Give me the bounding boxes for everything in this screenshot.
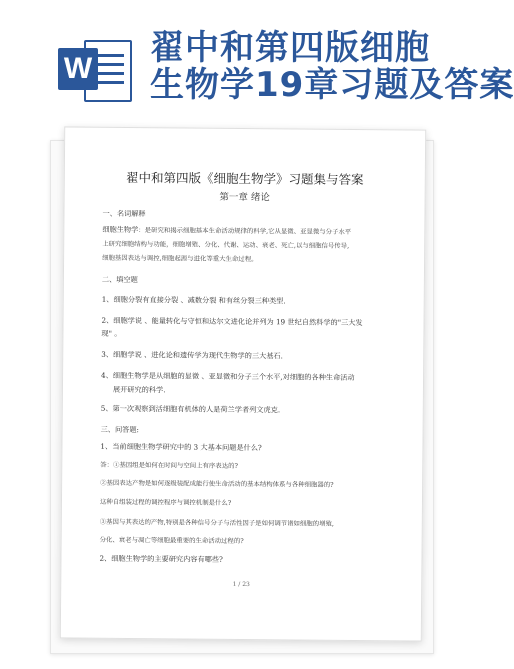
answer-line: ③基因与其表达的产物,特别是各种信号分子与活性因子是如何调节诸如细胞的增殖,: [99, 517, 334, 528]
fill-item: 4、细胞生物学是从细胞的显微 、亚显微和分子三个水平,对细胞的各种生命活动: [101, 370, 355, 382]
answer-line: 这种自组装过程的调控程序与调控机制是什么?: [99, 497, 232, 507]
header-title-line2: 生物学19章习题及答案: [150, 65, 514, 105]
definition-line: 上研究细胞结构与功能，细胞增殖、分化、代谢、运动、衰老、死亡,以与细胞信号传导,: [102, 239, 350, 250]
fill-item: 5、第一次观察到活细胞有机体的人是荷兰学者列文虎克.: [100, 403, 281, 415]
chapter-heading: 第一章 绪论: [219, 191, 270, 204]
header-title-line1: 翟中和第四版细胞: [150, 28, 430, 68]
section-heading-qa: 三、问答题:: [100, 424, 140, 435]
definition-term: 细胞生物学: [102, 224, 139, 235]
word-icon: [58, 36, 132, 102]
fill-item: 1、细胞分裂有直接分裂 、减数分裂 和有丝分裂三种类型.: [101, 294, 286, 306]
fill-item: 3、细胞学说 、进化论和遗传学为现代生物学的三大基石.: [101, 349, 283, 361]
question: 2、细胞生物学的主要研究内容有哪些?: [99, 553, 223, 564]
header-banner: [0, 0, 514, 118]
section-heading-fill: 二、填空题: [101, 274, 138, 285]
question: 1、当前细胞生物学研究中的 3 大基本问题是什么?: [100, 441, 262, 453]
fill-item: 现" 。: [101, 328, 122, 338]
header-title: [150, 28, 514, 105]
word-letter-badge: W: [58, 48, 98, 90]
fill-item: 展开研究的科学.: [112, 384, 166, 395]
definition-line: 细胞基因表达与调控,细胞起源与进化等重大生命过程。: [102, 253, 258, 264]
answer-line: 答：①基因组是如何在时间与空间上有序表达的?: [100, 460, 238, 470]
section-heading-definitions: 一、名词解释: [102, 208, 146, 219]
page-number: 1 / 23: [232, 580, 250, 589]
document-page: [60, 126, 426, 641]
definition-text: ：是研究和揭示细胞基本生命活动规律的科学,它从显微、亚显微与分子水平: [138, 226, 352, 236]
definition-line: [102, 224, 351, 238]
document-title: 翟中和第四版《细胞生物学》习题集与答案: [125, 169, 364, 188]
answer-line: 分化、衰老与凋亡等细胞最重要的生命活动过程的?: [99, 535, 244, 546]
answer-line: ②基因表达产物是如何逐级装配成能行使生命活动的基本结构体系与各种细胞器的?: [100, 478, 334, 489]
fill-item: 2、细胞学说 、能量转化与守恒和达尔文进化论并列为 19 世纪自然科学的"三大发: [101, 315, 363, 328]
